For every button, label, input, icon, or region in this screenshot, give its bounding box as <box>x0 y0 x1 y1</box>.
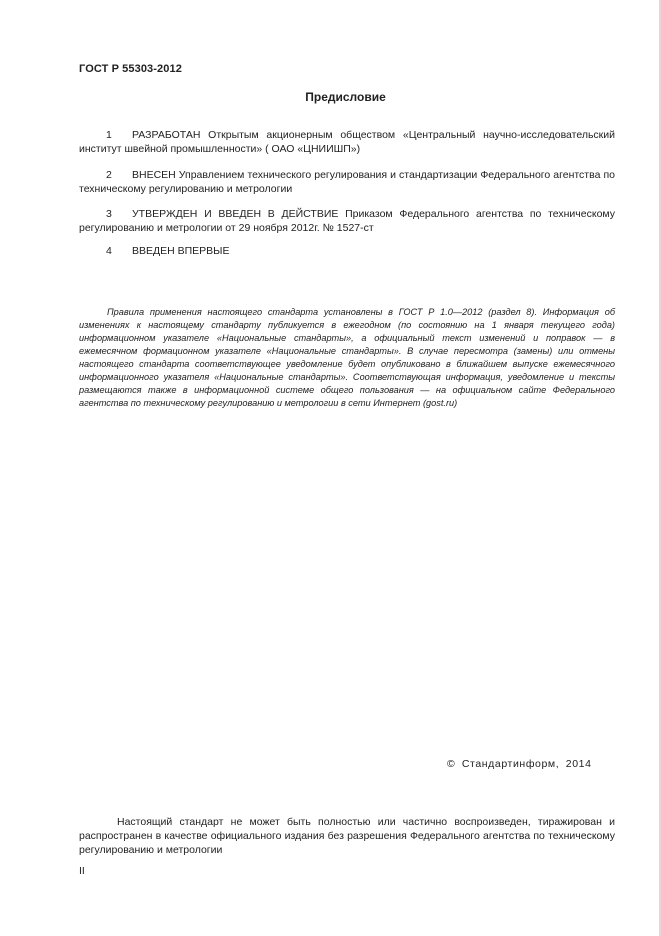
foreword-item-3 <box>79 207 615 235</box>
item-number: 3 <box>106 208 112 220</box>
foreword-item-2 <box>79 168 615 196</box>
foreword-item-1 <box>79 128 615 156</box>
item-number: 4 <box>106 245 112 257</box>
item-number: 2 <box>106 169 112 181</box>
item-text: ВВЕДЕН ВПЕРВЫЕ <box>132 245 230 257</box>
document-id: ГОСТ Р 55303-2012 <box>79 63 182 75</box>
item-text: РАЗРАБОТАН Открытым акционерным обществом «Центральный научно-исследовательский институт швейной промышленности» ( ОАО «ЦНИИШП») <box>79 129 615 155</box>
item-text: УТВЕРЖДЕН И ВВЕДЕН В ДЕЙСТВИЕ Приказом Федерального агентства по техническому регулированию и метрологии от 29 ноября 2012г. № 1527-ст <box>79 208 615 234</box>
application-rules-notice: Правила применения настоящего стандарта установлены в ГОСТ Р 1.0—2012 (раздел 8). Информация об изменениях к настоящему стандарту публикуется в ежегодном (по состоянию на 1 января текущего года) информационном указателе «Национальные стандарты», а официальный текст изменений и поправок — в ежемесячном формационном указателе «Национальные стандарты». В случае пересмотра (замены) или отмены настоящего стандарта соответствующее уведомление будет опубликовано в ближайшем выпуске ежемесячного информационного указателя «Национальные стандарты». Соответствующая информация, уведомление и тексты размещаются также в информационной системе общего пользования — на официальном сайте Федерального агентства по техническому регулированию и метрологии в сети Интернет (gost.ru) <box>79 307 615 408</box>
copyright-line: © Стандартинформ, 2014 <box>447 758 592 770</box>
item-text: ВНЕСЕН Управлением технического регулирования и стандартизации Федерального агентства по техническому регулированию и метрологии <box>79 169 615 195</box>
page-title: Предисловие <box>305 90 386 104</box>
foreword-item-4 <box>79 244 615 258</box>
item-number: 1 <box>106 129 112 141</box>
reprint-restriction-notice: Настоящий стандарт не может быть полностью или частично воспроизведен, тиражирован и распространен в качестве официального издания без разрешения Федерального агентства по техническому регулированию и метрологии <box>79 816 615 856</box>
page-number: II <box>79 865 85 877</box>
